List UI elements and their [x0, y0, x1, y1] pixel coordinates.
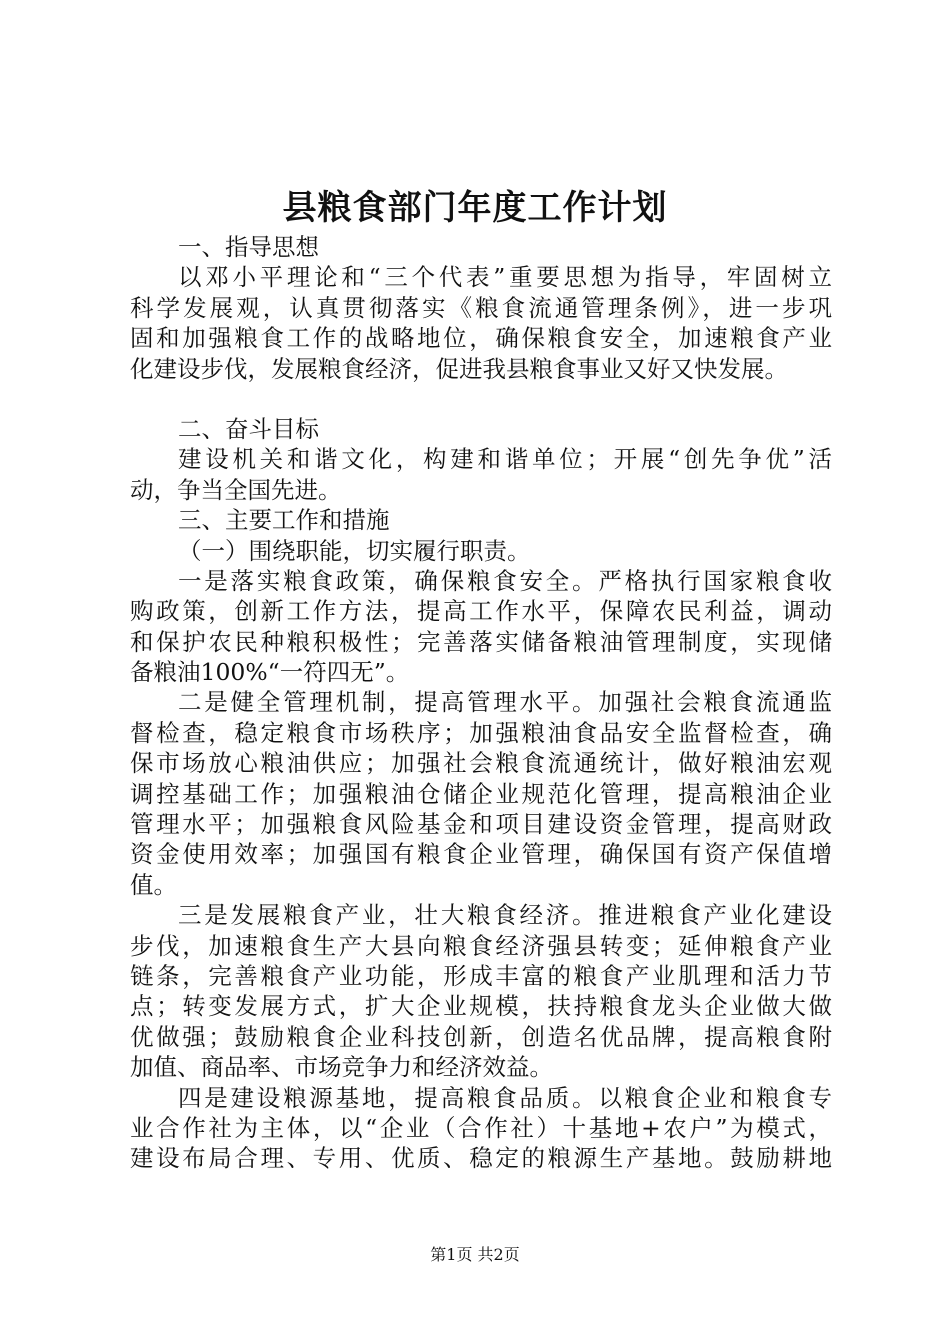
text-line: 加值、商品率、市场竞争力和经济效益。 — [130, 1053, 553, 1082]
text-line: 链条，完善粮食产业功能，形成丰富的粮食产业肌理和活力节 — [130, 961, 832, 990]
text-line: 四是建设粮源基地，提高粮食品质。以粮食企业和粮食专 — [178, 1083, 832, 1112]
document-body — [130, 232, 832, 1174]
text-line: 优做强；鼓励粮食企业科技创新，创造名优品牌，提高粮食附 — [130, 1022, 832, 1051]
text-line: 调控基础工作；加强粮油仓储企业规范化管理，提高粮油企业 — [130, 779, 832, 808]
text-line: 备粮油100%“一符四无”。 — [130, 658, 410, 687]
text-line: 值。 — [130, 870, 177, 899]
text-line: 固和加强粮食工作的战略地位，确保粮食安全，加速粮食产业 — [130, 324, 832, 353]
text-line: 保市场放心粮油供应；加强社会粮食流通统计，做好粮油宏观 — [130, 749, 832, 778]
text-line: 科学发展观，认真贯彻落实《粮食流通管理条例》，进一步巩 — [130, 293, 832, 322]
text-line: 三是发展粮食产业，壮大粮食经济。推进粮食产业化建设 — [178, 901, 832, 930]
text-line: 购政策，创新工作方法，提高工作水平，保障农民利益，调动 — [130, 597, 832, 626]
text-line: 建设机关和谐文化，构建和谐单位；开展“创先争优”活 — [178, 445, 832, 474]
text-line: 化建设步伐，发展粮食经济，促进我县粮食事业又好又快发展。 — [130, 354, 788, 383]
text-line: 管理水平；加强粮食风险基金和项目建设资金管理，提高财政 — [130, 810, 832, 839]
page-footer: 第1页 共2页 — [430, 1245, 520, 1264]
text-line: 动，争当全国先进。 — [130, 475, 342, 504]
text-line: 二是健全管理机制，提高管理水平。加强社会粮食流通监 — [178, 688, 832, 717]
text-line: 建设布局合理、专用、优质、稳定的粮源生产基地。鼓励耕地 — [130, 1144, 832, 1173]
text-line: 一、指导思想 — [178, 233, 319, 261]
text-line: 以邓小平理论和“三个代表”重要思想为指导，牢固树立 — [178, 263, 832, 292]
text-line: （一）围绕职能，切实履行职责。 — [178, 536, 531, 565]
paragraph-gap — [130, 384, 832, 414]
text-line: 步伐，加速粮食生产大县向粮食经济强县转变；延伸粮食产业 — [130, 931, 832, 960]
text-line: 一是落实粮食政策，确保粮食安全。严格执行国家粮食收 — [178, 566, 832, 595]
document-title: 县粮食部门年度工作计划 — [282, 188, 668, 228]
text-line: 点；转变发展方式，扩大企业规模，扶持粮食龙头企业做大做 — [130, 992, 832, 1021]
text-line: 二、奋斗目标 — [178, 414, 319, 443]
text-line: 业合作社为主体，以“企业（合作社）十基地+农户”为模式， — [130, 1113, 832, 1142]
text-line: 督检查，稳定粮食市场秩序；加强粮油食品安全监督检查，确 — [130, 718, 832, 747]
text-line: 和保护农民种粮积极性；完善落实储备粮油管理制度，实现储 — [130, 627, 832, 656]
text-line: 三、主要工作和措施 — [178, 506, 390, 535]
text-line: 资金使用效率；加强国有粮食企业管理，确保国有资产保值增 — [130, 840, 832, 869]
